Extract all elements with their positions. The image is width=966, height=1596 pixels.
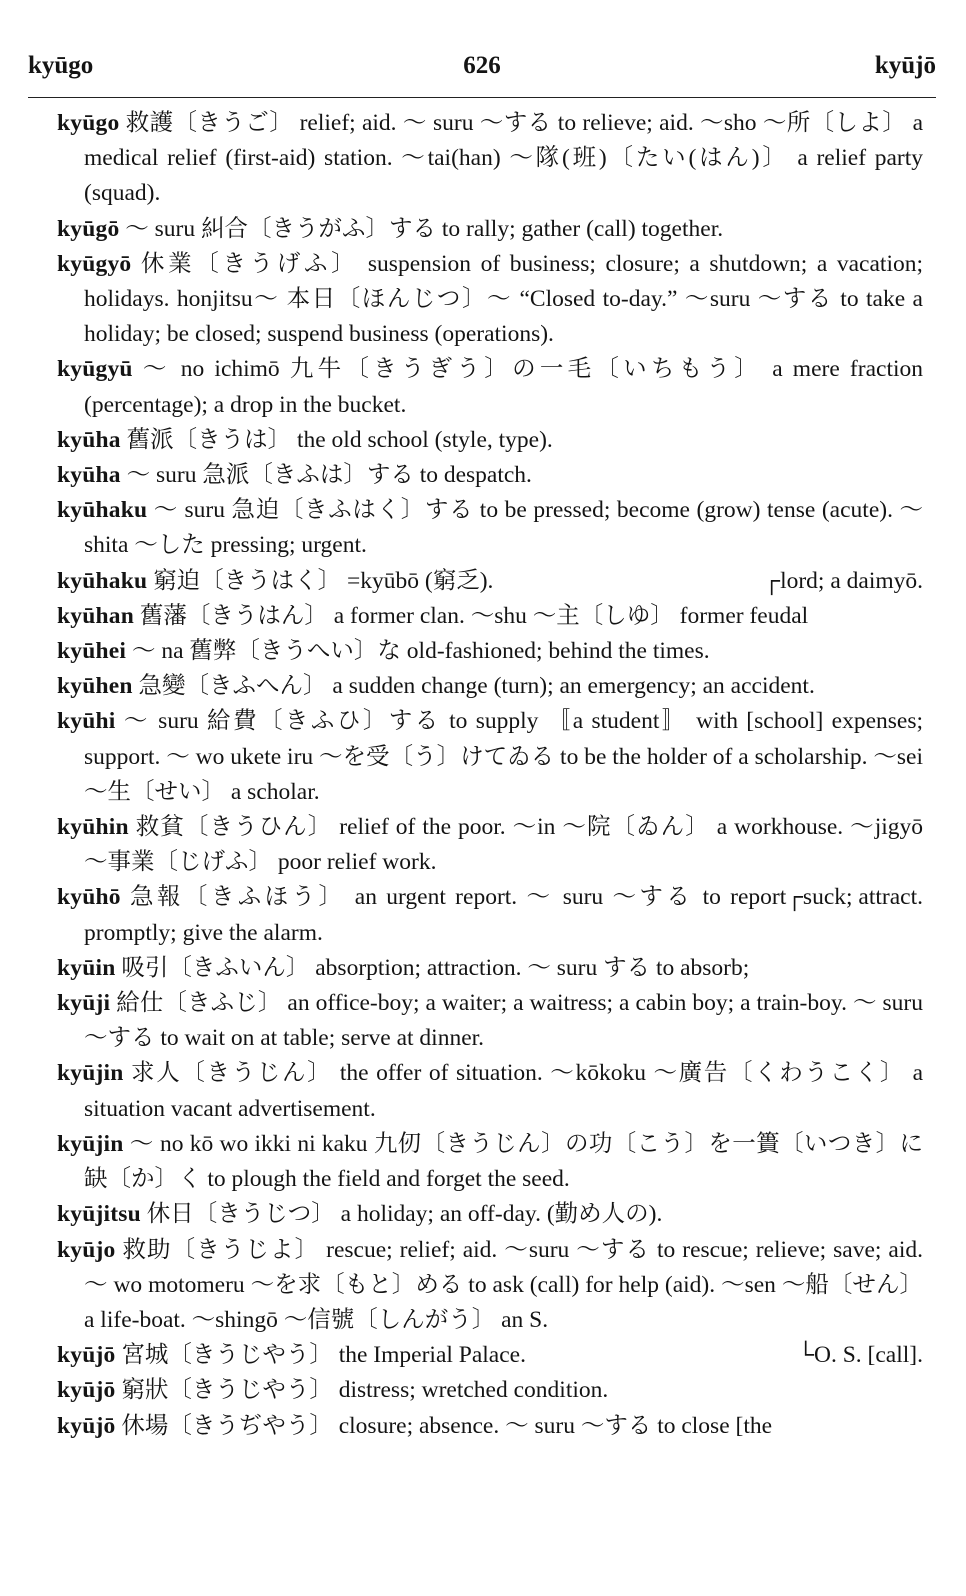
definition: 休日〔きうじつ〕 a holiday; an off-day. (勤め人の). [146,1201,663,1228]
definition: 〜 suru 糾合〔きうがふ〕する to rally; gather (call) together. [125,215,724,242]
headword: kyūjin [57,1060,124,1087]
definition: 宮城〔きうじやう〕 the Imperial Palace. [121,1342,526,1369]
headword: kyūha [57,462,121,489]
dictionary-entry [57,1127,923,1197]
dictionary-entry [57,564,923,599]
page-number: 626 [463,52,501,79]
definition: 〜 suru 急迫〔きふはく〕する to be pressed; become (grow) tense (acute). 〜 shita 〜した pressing; urgent. [84,497,923,559]
definition: 〜 suru 給費〔きふひ〕する to supply 〚a student〛 with [school] expenses; support. 〜 wo ukete iru 〜を受〔う〕けてゐる to be the holder of a scholarship. 〜sei 〜生〔せい〕 a scholar. [84,708,924,805]
definition: 急變〔きふへん〕 a sudden change (turn); an emergency; an accident. [138,673,815,700]
dictionary-entry [57,106,923,212]
dictionary-entry [57,1233,923,1339]
headword: kyūhin [57,814,129,841]
definition: 吸引〔きふいん〕 absorption; attraction. 〜 suru する to absorb; [121,954,750,981]
dictionary-entry [57,634,923,669]
left-guide-word: kyūgo [28,52,94,79]
definition: 〜 suru 急派〔きふは〕する to despatch. [126,462,532,489]
headword: kyūhen [57,673,133,700]
dictionary-entry [57,669,923,704]
dictionary-entry [57,1056,923,1126]
carryover-note: ┌lord; a daimyō. [763,567,923,594]
entries-column [57,106,923,1444]
headword: kyūjō [57,1412,116,1439]
dictionary-entry [57,810,923,880]
header-rule [28,97,936,98]
dictionary-entry [57,212,923,247]
definition: 救貧〔きうひん〕 relief of the poor. 〜in 〜院〔ゐん〕 a workhouse. 〜jigyō 〜事業〔じげふ〕 poor relief work. [84,814,923,876]
dictionary-entry [57,493,923,563]
dictionary-entry [57,704,923,810]
definition: 舊藩〔きうはん〕 a former clan. 〜shu 〜主〔しゆ〕 former feudal [139,602,809,629]
headword: kyūha [57,426,121,453]
dictionary-entry [57,951,923,986]
headword: kyūgo [57,110,120,136]
definition: 〜 na 舊弊〔きうへい〕な old-fashioned; behind the times. [132,638,710,665]
running-header [28,52,936,86]
headword: kyūjitsu [57,1201,141,1228]
carryover-note: ┌suck; attract. [786,884,923,911]
carryover-note: └O. S. [call]. [797,1342,923,1369]
headword: kyūgyō [57,250,132,277]
headword: kyūji [57,990,111,1017]
headword: kyūjō [57,1342,116,1369]
dictionary-entry [57,458,923,493]
headword: kyūhan [57,602,134,629]
definition: 窮狀〔きうじやう〕 distress; wretched condition. [121,1377,609,1404]
definition: 休場〔きうぢやう〕 closure; absence. 〜 suru 〜する to close [the [121,1412,773,1439]
definition: 求人〔きうじん〕 the offer of situation. 〜kōkoku 〜廣告〔くわうこく〕 a situation vacant advertisement. [84,1060,923,1122]
dictionary-entry [57,599,923,634]
definition: 窮迫〔きうはく〕 =kyūbō (窮乏). [153,567,494,594]
right-guide-word: kyūjō [874,52,936,79]
dictionary-entry [57,352,923,422]
dictionary-entry [57,247,923,353]
headword: kyūgō [57,215,120,242]
definition: 救護〔きうご〕 relief; aid. 〜 suru 〜する to relieve; aid. 〜sho 〜所〔しよ〕 a medical relief (first-aid) station. 〜tai(han) 〜隊(班)〔たい(はん)〕 a relief party (squad). [84,110,923,207]
headword: kyūhaku [57,497,148,524]
headword: kyūin [57,954,116,981]
headword: kyūhei [57,638,127,665]
definition: 救助〔きうじよ〕 rescue; relief; aid. 〜suru 〜する to rescue; relieve; save; aid. 〜 wo motomeru 〜を求〔もと〕める to ask (call) for help (aid). 〜sen 〜船〔せん〕 a life-boat. 〜shingō 〜信號〔しんがう〕 an S. [84,1236,924,1333]
dictionary-entry [57,986,923,1056]
dictionary-entry [57,1409,923,1444]
dictionary-entry [57,1197,923,1232]
definition: 〜 no ichimō 九牛〔きうぎう〕の一毛〔いちもう〕 a mere fraction (percentage); a drop in the bucket. [84,356,924,418]
definition: 舊派〔きうは〕 the old school (style, type). [126,426,553,453]
headword: kyūhaku [57,567,148,594]
dictionary-entry [57,1373,923,1408]
headword: kyūhi [57,708,116,735]
headword: kyūjo [57,1236,116,1263]
headword: kyūgyū [57,356,133,383]
definition: 急報〔きふほう〕 an urgent report. 〜 suru 〜する to report promptly; give the alarm. [84,884,787,946]
definition: 給仕〔きふじ〕 an office-boy; a waiter; a waitress; a cabin boy; a train-boy. 〜 suru 〜する to wait on at table; serve at dinner. [84,990,923,1052]
headword: kyūjō [57,1377,116,1404]
dictionary-entry [57,423,923,458]
dictionary-entry [57,880,923,950]
dictionary-entry [57,1338,923,1373]
headword: kyūjin [57,1130,124,1157]
definition: 休業〔きうげふ〕 suspension of business; closure; a shutdown; a vacation; holidays. honjitsu〜 本日〔ほんじつ〕〜 “Closed to-day.” 〜suru 〜する to take a holiday; be closed; suspend business (operations). [84,250,924,348]
definition: 〜 no kō wo ikki ni kaku 九仞〔きうじん〕の功〔こう〕を一簣〔いつき〕に缺〔か〕く to plough the field and forget the seed. [84,1130,923,1193]
headword: kyūhō [57,884,121,911]
